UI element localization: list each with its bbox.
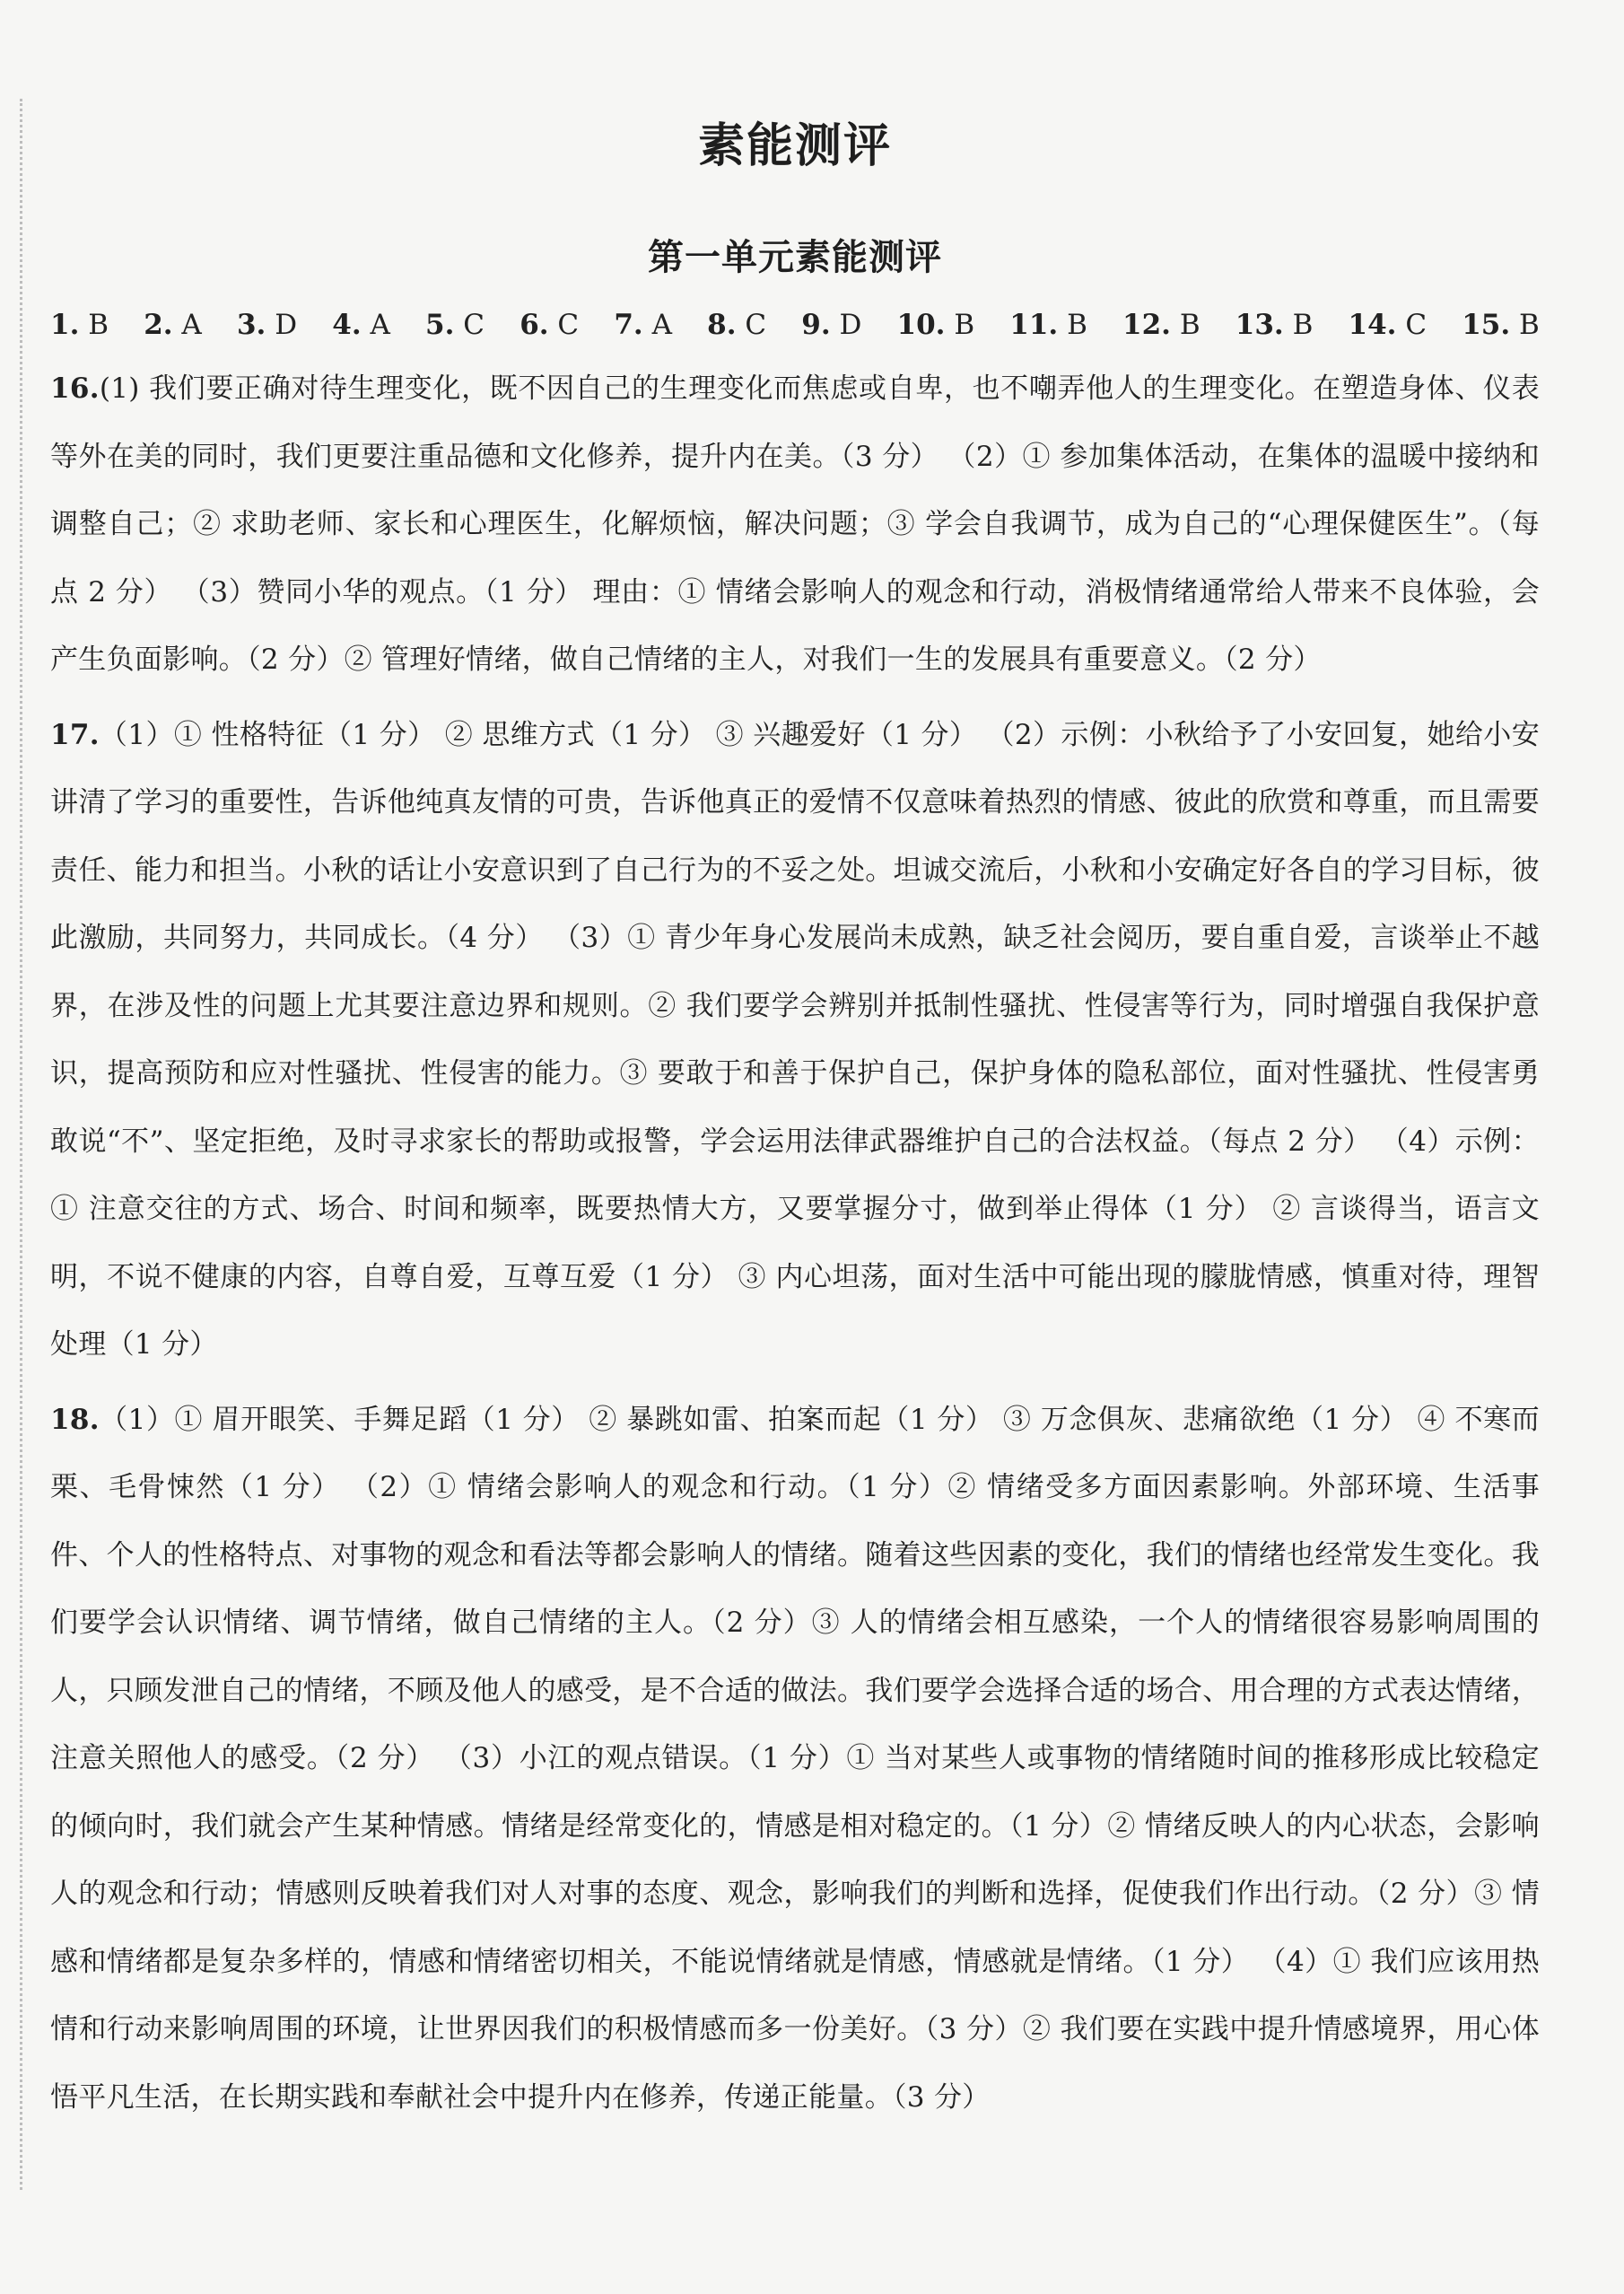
mc-answer-letter: D — [275, 309, 298, 341]
mc-answer-letter: B — [1519, 309, 1540, 341]
mc-question-number: 7. — [614, 309, 643, 341]
question-answer-block — [50, 702, 1540, 1379]
mc-question-number: 9. — [801, 309, 831, 341]
mc-question-number: 8. — [707, 309, 737, 341]
mc-answer-letter: C — [557, 309, 580, 341]
mc-answer-letter: B — [1067, 309, 1087, 341]
mc-answer-item — [332, 300, 390, 350]
binding-margin-line — [20, 99, 22, 2190]
mc-question-number: 2. — [144, 309, 173, 341]
question-number: 17. — [50, 718, 100, 751]
mc-question-number: 6. — [520, 309, 549, 341]
mc-answer-item — [1349, 300, 1428, 350]
mc-answer-item — [520, 300, 579, 350]
question-answer-text: （1）① 眉开眼笑、手舞足蹈（1 分） ② 暴跳如雷、拍案而起（1 分） ③ 万念俱灰、悲痛欲绝（1 分） ④ 不寒而栗、毛骨悚然（1 分） （2）① 情绪会影响人的观念和行动。（1 分）② 情绪受多方面因素影响。外部环境、生活事件、个人的性格特点、对事物的观念和看法等都会影响人的情绪。随着这些因素的变化，我们的情绪也经常发生变化。我们要学会认识情绪、调节情绪，做自己情绪的主人。（2 分）③ 人的情绪会相互感染，一个人的情绪很容易影响周围的人，只顾发泄自己的情绪，不顾及他人的感受，是不合适的做法。我们要学会选择合适的场合、用合理的方式表达情绪，注意关照他人的感受。（2 分） （3）小江的观点错误。（1 分）① 当对某些人或事物的情绪随时间的推移形成比较稳定的倾向时，我们就会产生某种情感。情绪是经常变化的，情感是相对稳定的。（1 分）② 情绪反映人的内心状态，会影响人的观念和行动；情感则反映着我们对人对事的态度、观念，影响我们的判断和选择，促使我们作出行动。（2 分）③ 情感和情绪都是复杂多样的，情感和情绪密切相关，不能说情绪就是情感，情感就是情绪。（1 分） （4）① 我们应该用热情和行动来影响周围的环境，让世界因我们的积极情感而多一份美好。（3 分）② 我们要在实践中提升情感境界，用心体悟平凡生活，在长期实践和奉献社会中提升内在修养，传递正能量。（3 分） — [50, 1403, 1540, 2114]
answer-page — [50, 108, 1540, 2139]
mc-answer-item — [1462, 300, 1540, 350]
mc-answer-item — [1009, 300, 1087, 350]
mc-question-number: 1. — [50, 309, 80, 341]
mc-answer-item — [707, 300, 766, 350]
mc-answer-letter: A — [181, 309, 202, 341]
mc-question-number: 13. — [1235, 309, 1284, 341]
section-title: 第一单元素能测评 — [648, 237, 942, 278]
mc-answer-item — [897, 300, 975, 350]
mc-answer-item — [801, 300, 861, 350]
mc-answer-item — [1122, 300, 1201, 350]
mc-answer-item — [425, 300, 485, 350]
mc-answer-letter: B — [1292, 309, 1314, 341]
mc-question-number: 3. — [236, 309, 266, 341]
mc-question-number: 10. — [896, 309, 946, 341]
mc-answer-letter: A — [651, 309, 672, 341]
question-answer-text: （1）① 性格特征（1 分） ② 思维方式（1 分） ③ 兴趣爱好（1 分） （2）示例：小秋给予了小安回复，她给小安讲清了学习的重要性，告诉他纯真友情的可贵，告诉他真正的爱情不仅意味着热烈的情感、彼此的欣赏和尊重，而且需要责任、能力和担当。小秋的话让小安意识到了自己行为的不妥之处。坦诚交流后，小秋和小安确定好各自的学习目标，彼此激励，共同努力，共同成长。（4 分） （3）① 青少年身心发展尚未成熟，缺乏社会阅历，要自重自爱，言谈举止不越界，在涉及性的问题上尤其要注意边界和规则。② 我们要学会辨别并抵制性骚扰、性侵害等行为，同时增强自我保护意识，提高预防和应对性骚扰、性侵害的能力。③ 要敢于和善于保护自己，保护身体的隐私部位，面对性骚扰、性侵害勇敢说“不”、坚定拒绝，及时寻求家长的帮助或报警，学会运用法律武器维护自己的合法权益。（每点 2 分） （4）示例：① 注意交往的方式、场合、时间和频率，既要热情大方，又要掌握分寸，做到举止得体（1 分） ② 言谈得当，语言文明，不说不健康的内容，自尊自爱，互尊互爱（1 分） ③ 内心坦荡，面对生活中可能出现的朦胧情感，慎重对待，理智处理（1 分） — [50, 718, 1540, 1361]
mc-answer-letter: C — [463, 309, 485, 341]
mc-answer-item — [50, 300, 109, 350]
mc-answer-letter: A — [370, 309, 390, 341]
mc-answer-letter: B — [88, 309, 109, 341]
question-answers — [50, 355, 1540, 2132]
question-answer-block — [50, 355, 1540, 695]
mc-answer-letter: D — [839, 309, 862, 341]
mc-answer-letter: C — [745, 309, 767, 341]
mc-answer-letter: B — [954, 309, 975, 341]
mc-question-number: 14. — [1348, 309, 1397, 341]
mc-answer-item — [144, 300, 202, 350]
page-title: 素能测评 — [697, 119, 892, 173]
question-answer-block — [50, 1387, 1540, 2132]
mc-answer-item — [1235, 300, 1314, 350]
mc-question-number: 15. — [1462, 309, 1511, 341]
mc-answer-item — [237, 300, 297, 350]
mc-answer-letter: B — [1179, 309, 1201, 341]
mc-question-number: 4. — [332, 309, 362, 341]
question-answer-text: (1) 我们要正确对待生理变化，既不因自己的生理变化而焦虑或自卑，也不嘲弄他人的生理变化。在塑造身体、仪表等外在美的同时，我们更要注重品德和文化修养，提升内在美。（3 分） （2）① 参加集体活动，在集体的温暖中接纳和调整自己；② 求助老师、家长和心理医生，化解烦恼，解决问题；③ 学会自我调节，成为自己的“心理保健医生”。（每点 2 分） （3）赞同小华的观点。（1 分） 理由：① 情绪会影响人的观念和行动，消极情绪通常给人带来不良体验，会产生负面影响。（2 分）② 管理好情绪，做自己情绪的主人，对我们一生的发展具有重要意义。（2 分） — [50, 372, 1540, 676]
mc-answer-item — [614, 300, 672, 350]
mc-question-number: 11. — [1009, 309, 1059, 341]
mc-answer-letter: C — [1405, 309, 1428, 341]
multiple-choice-answers — [50, 300, 1540, 350]
question-number: 16. — [50, 372, 100, 405]
mc-question-number: 5. — [425, 309, 455, 341]
question-number: 18. — [50, 1403, 100, 1436]
mc-question-number: 12. — [1122, 309, 1171, 341]
